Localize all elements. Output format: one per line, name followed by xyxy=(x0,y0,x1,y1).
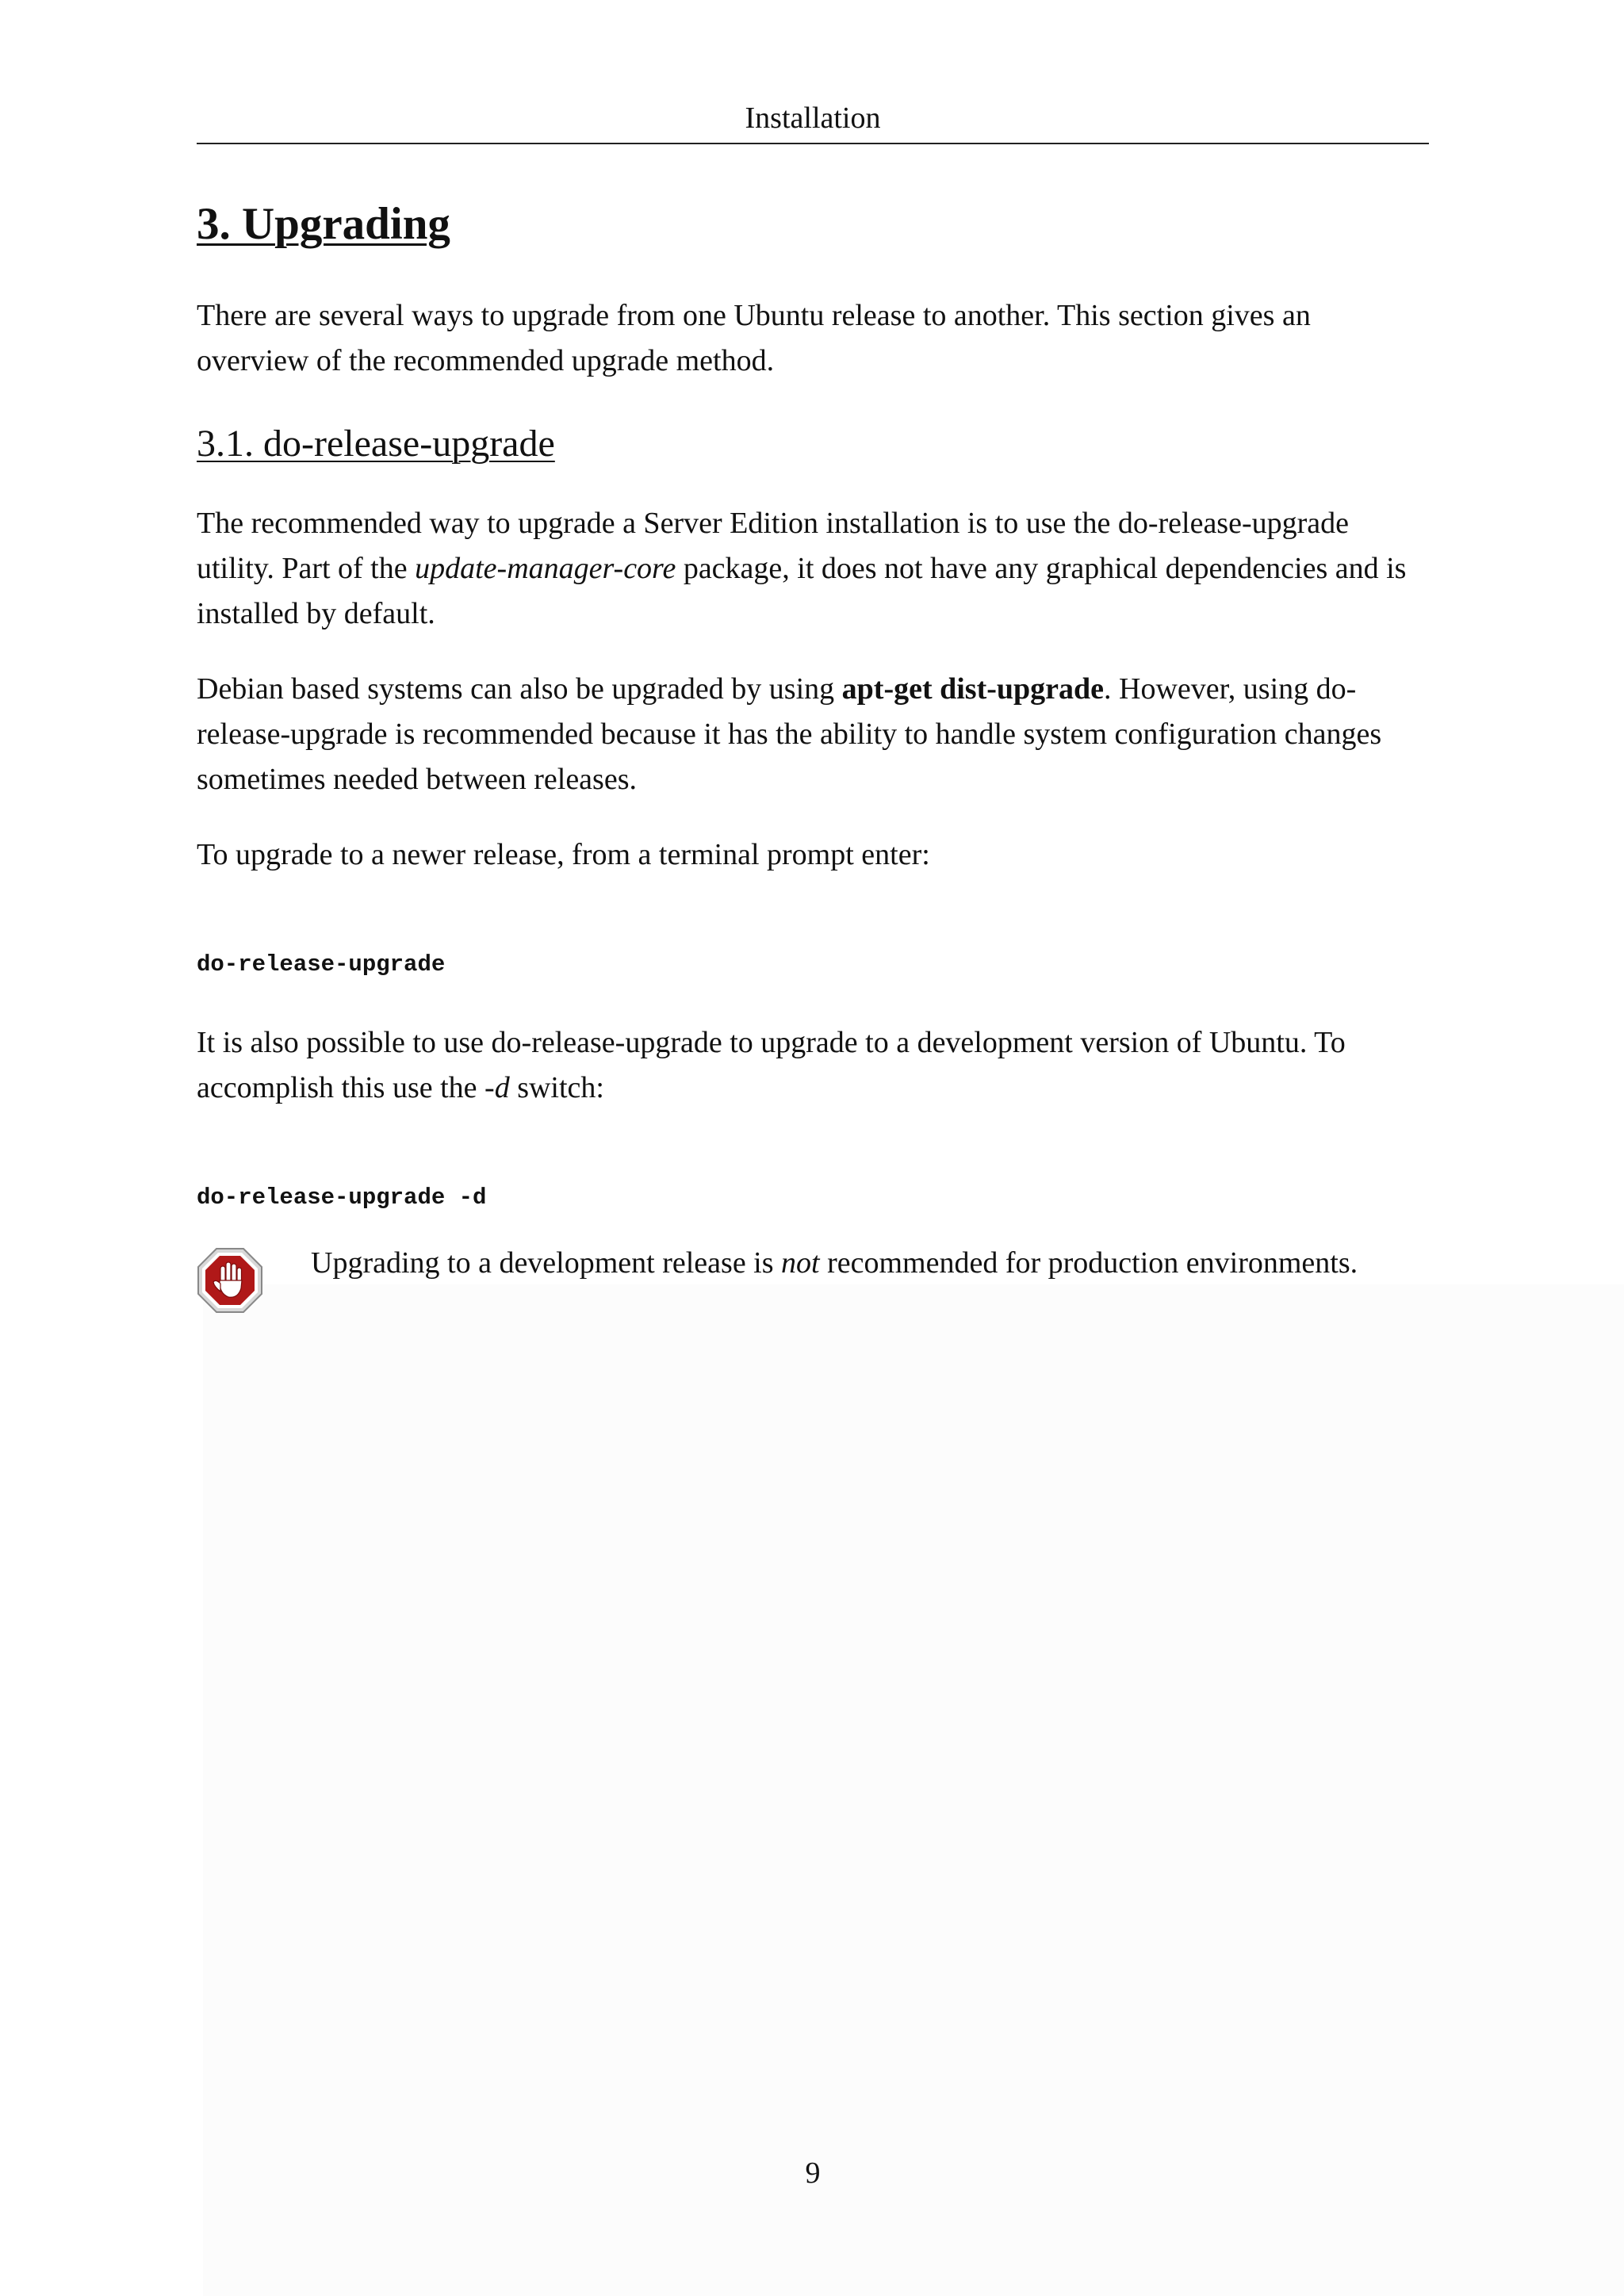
warning-note xyxy=(197,1247,1429,1314)
page-number: 9 xyxy=(805,2156,821,2190)
warning-emphasis: not xyxy=(781,1246,820,1280)
section-title: 3. Upgrading xyxy=(197,199,450,249)
section-intro: There are several ways to upgrade from one Ubuntu release to another. This section gives an overview of the recommended upgrade method. xyxy=(197,299,1311,377)
page-shading xyxy=(203,1284,1624,2296)
subsection-title: 3.1. do-release-upgrade xyxy=(197,423,555,465)
command-apt-get: apt-get dist-upgrade xyxy=(841,672,1105,706)
package-name: update-manager-core xyxy=(415,552,676,585)
warning-text: Upgrading to a development release is not recommended for production environments. xyxy=(311,1246,1358,1280)
header-rule xyxy=(197,143,1429,144)
code-block-upgrade: do-release-upgrade xyxy=(197,951,446,978)
paragraph-debian-systems: Debian based systems can also be upgraded by using apt-get dist-upgrade. However, using do-release-upgrade is recommended because it has the ability to handle system configuration changes sometimes needed between releases. xyxy=(197,672,1382,796)
paragraph-development-version: It is also possible to use do-release-upgrade to upgrade to a development version of Ubuntu. To accomplish this use the -d switch: xyxy=(197,1026,1346,1104)
paragraph-recommended-way: The recommended way to upgrade a Server Edition installation is to use the do-release-upgrade utility. Part of the update-manager-core package, it does not have any graphical dependencies and is installed by default. xyxy=(197,507,1407,630)
switch-flag: -d xyxy=(485,1071,510,1104)
page-content xyxy=(197,197,1429,1314)
code-block-upgrade-dev: do-release-upgrade -d xyxy=(197,1184,487,1211)
running-header: Installation xyxy=(745,101,881,135)
stop-hand-icon xyxy=(197,1247,263,1314)
paragraph-upgrade-instruction: To upgrade to a newer release, from a terminal prompt enter: xyxy=(197,838,930,871)
